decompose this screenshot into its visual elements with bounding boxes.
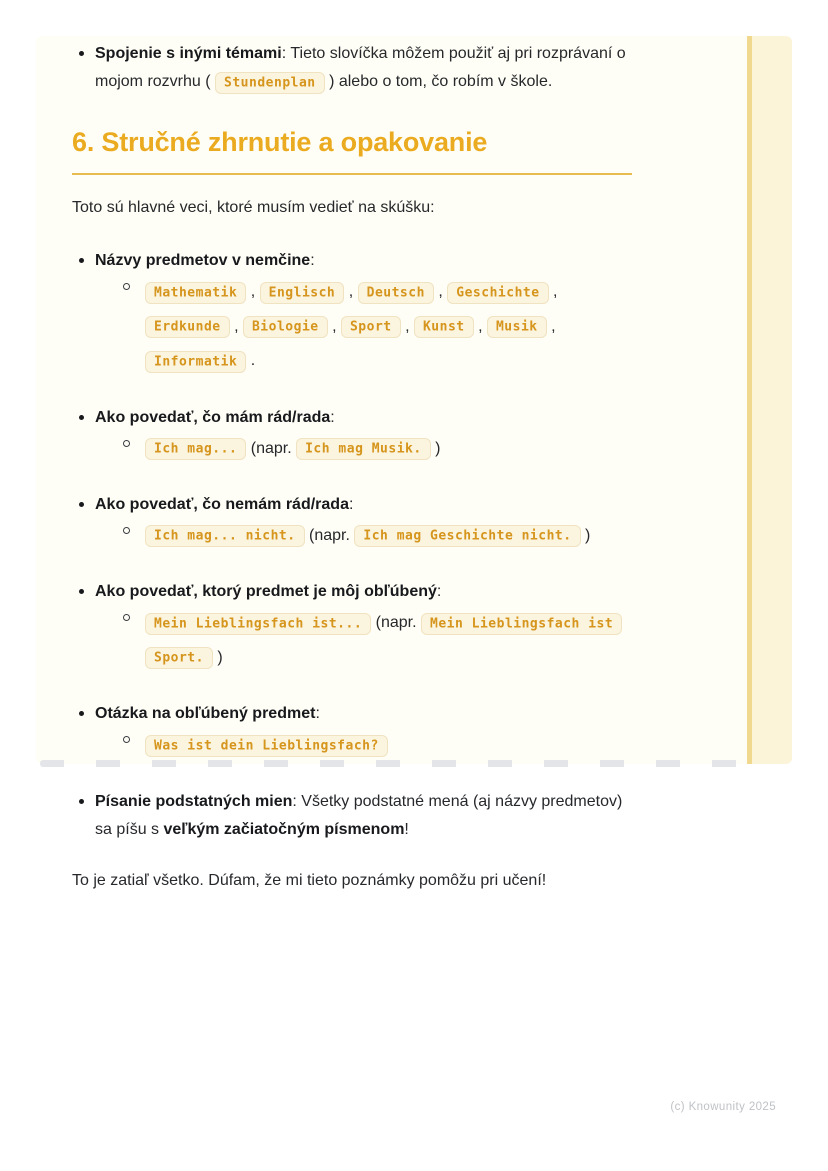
- sub-bullet-marker: [123, 527, 130, 534]
- code-badge: Mein Lieblingsfach ist...: [145, 613, 371, 635]
- sub-list-item: [95, 606, 632, 675]
- sub-list-item: [95, 728, 632, 762]
- sub-list-item: [95, 275, 632, 378]
- bullet-marker: [79, 415, 84, 420]
- list-item: [72, 700, 632, 762]
- closing-paragraph: To je zatiaľ všetko. Dúfam, že mi tieto poznámky pomôžu pri učení!: [72, 871, 547, 889]
- list-item: [72, 788, 632, 844]
- sub-list-item: [95, 519, 632, 553]
- term-label: Názvy predmetov v nemčine: [95, 252, 311, 270]
- body-text: :: [310, 252, 315, 270]
- example-label: (napr.: [375, 614, 417, 632]
- term-label: Ako povedať, čo nemám rád/rada: [95, 495, 349, 513]
- separator: ,: [438, 283, 443, 301]
- notes-page-card: [36, 36, 792, 889]
- code-badge: Biologie: [243, 316, 328, 338]
- intro-paragraph: Toto sú hlavné veci, ktoré musím vedieť na skúšku:: [72, 199, 435, 217]
- bullet-marker: [79, 799, 84, 804]
- right-margin-stripe: [752, 36, 792, 764]
- bullet-marker: [79, 258, 84, 263]
- term-label: Ako povedať, čo mám rád/rada: [95, 408, 331, 426]
- separator: ,: [405, 317, 410, 335]
- code-badge: Geschichte: [447, 282, 548, 304]
- emphasized-text: veľkým začiatočným písmenom: [163, 820, 405, 838]
- body-text: : Všetky podstatné mená (aj názvy predmetov) sa píšu s: [95, 792, 623, 838]
- terminator: .: [250, 352, 256, 370]
- close-paren: ): [435, 439, 441, 457]
- term-label: Písanie podstatných mien: [95, 792, 293, 810]
- body-text: :: [330, 408, 335, 426]
- code-badge: Informatik: [145, 351, 246, 373]
- body-text: :: [348, 495, 354, 513]
- bullet-marker: [79, 711, 84, 716]
- separator: ,: [553, 283, 558, 301]
- body-text: :: [436, 583, 442, 601]
- separator: ,: [250, 283, 256, 301]
- body-text: ) alebo o tom, čo robím v škole.: [329, 73, 553, 90]
- code-badge: Mathematik: [145, 282, 246, 304]
- section-heading: 6. Stručné zhrnutie a opakovanie: [72, 127, 488, 157]
- code-badge: Deutsch: [358, 282, 434, 304]
- example-label: (napr.: [309, 526, 350, 544]
- term-label: Otázka na obľúbený predmet: [95, 705, 316, 723]
- sub-bullet-marker: [123, 736, 130, 743]
- code-badge: Stundenplan: [215, 72, 325, 94]
- example-label: (napr.: [250, 439, 292, 457]
- sub-bullet-marker: [123, 614, 130, 621]
- right-margin-line: [747, 36, 752, 764]
- heading-underline: [72, 173, 632, 175]
- code-badge: Musik: [487, 316, 547, 338]
- bullet-marker: [79, 589, 84, 594]
- term-label: Ako povedať, ktorý predmet je môj obľúbený: [95, 583, 437, 601]
- body-text: :: [315, 705, 320, 723]
- close-paren: ): [585, 526, 591, 544]
- separator: ,: [478, 317, 483, 335]
- footer-copyright: (c) Knowunity 2025: [670, 1101, 776, 1113]
- body-text: : Tieto slovíčka môžem použiť aj pri rozprávaní o mojom rozvrhu (: [95, 45, 626, 90]
- list-item: [72, 491, 632, 553]
- bullet-marker: [79, 51, 84, 56]
- sub-bullet-marker: [123, 283, 130, 290]
- separator: ,: [234, 317, 239, 335]
- code-badge: Kunst: [414, 316, 474, 338]
- code-badge: Mein Lieblingsfach ist Sport.: [145, 613, 622, 669]
- list-item: [72, 40, 632, 96]
- code-badge: Englisch: [260, 282, 345, 304]
- list-item: [72, 404, 632, 466]
- torn-page-edge: [40, 760, 764, 767]
- code-badge: Ich mag Geschichte nicht.: [354, 525, 580, 547]
- separator: ,: [551, 317, 556, 335]
- term-label: Spojenie s inými témami: [95, 45, 282, 62]
- code-badge: Ich mag... nicht.: [145, 525, 305, 547]
- close-paren: ): [217, 648, 223, 666]
- separator: ,: [332, 317, 337, 335]
- sub-list-item: [95, 432, 632, 466]
- code-badge: Erdkunde: [145, 316, 230, 338]
- code-badge: Ich mag...: [145, 438, 246, 460]
- list-item: [72, 247, 632, 378]
- code-badge: Sport: [341, 316, 401, 338]
- list-item: [72, 578, 632, 675]
- sub-bullet-marker: [123, 440, 130, 447]
- separator: ,: [348, 283, 354, 301]
- code-badge: Was ist dein Lieblingsfach?: [145, 735, 388, 757]
- body-text: !: [404, 820, 409, 838]
- code-badge: Ich mag Musik.: [296, 438, 431, 460]
- bullet-marker: [79, 502, 84, 507]
